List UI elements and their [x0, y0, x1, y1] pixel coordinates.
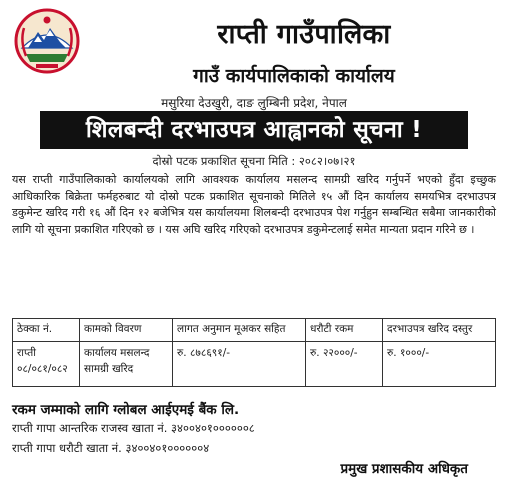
signatory: प्रमुख प्रशासकीय अधिकृत: [340, 461, 468, 477]
municipality-title: राप्ती गाउँपालिका: [217, 19, 391, 50]
cell-contract-no: राप्ती ०८/०८१/०८२: [13, 342, 80, 387]
deposit-account: राप्ती गापा धरौटी खाता नं. ३४००४०१००००००४: [12, 441, 210, 455]
bank-info: रकम जम्माको लागि ग्लोबल आईएमई बैंक लि.: [12, 402, 240, 418]
cell-deposit-amount: रु. २२०००/-: [306, 342, 383, 387]
address: मसुरिया देउखुरी, दाङ लुम्बिनी प्रदेश, नेपाल: [161, 96, 347, 110]
header-purchase-fee: दरभाउपत्र खरिद दस्तुर: [383, 319, 496, 342]
office-title: गाउँ कार्यपालिकाको कार्यालय: [193, 65, 395, 87]
header-cost-estimate: लागत अनुमान मूअकर सहित: [173, 319, 306, 342]
publication-date: दोस्रो पटक प्रकाशित सूचना मिति : २०८२।०७।२१: [152, 154, 356, 168]
table-row: [13, 342, 496, 387]
table-header-row: [13, 319, 496, 342]
notice-paragraph: यस राप्ती गाउँपालिकाको कार्यालयको लागि आवश्यक कार्यालय मसलन्द सामग्री खरिद गर्नुपर्ने भएको हुँदा इच्छुक आधिकारिक बिक्रेता फर्महरुबाट यो दोस्रो पटक प्रकाशित सूचनाको मितिले १५ औं दिन कार्यालय समयभित्र दरभाउपत्र डकुमेन्ट खरिद गरी १६ औं दिन १२ बजेभित्र यस कार्यालयमा शिलबन्दी दरभाउपत्र पेश गर्नुहुन सम्बन्धित सबैमा जानकारीको लागि यो सूचना प्रकाशित गरिएको छ । यस अघि खरिद गरिएको दरभाउपत्र डकुमेन्टलाई समेत मान्यता प्रदान गरिने छ ।: [12, 173, 496, 236]
cell-work-description: कार्यालय मसलन्द सामग्री खरिद: [80, 342, 173, 387]
header-deposit-amount: धरौटी रकम: [306, 319, 383, 342]
cell-cost-estimate: रु. ८७८६९१/-: [173, 342, 306, 387]
header-contract-no: ठेक्का नं.: [13, 319, 80, 342]
government-emblem-icon: [14, 8, 80, 74]
header-work-description: कामको विवरण: [80, 319, 173, 342]
bid-details-table: [12, 318, 496, 387]
notice-banner: शिलबन्दी दरभाउपत्र आह्वानको सूचना !: [40, 111, 468, 149]
revenue-account: राप्ती गापा आन्तरिक राजस्व खाता नं. ३४००४०१००००००८: [12, 421, 255, 435]
cell-purchase-fee: रु. १०००/-: [383, 342, 496, 387]
